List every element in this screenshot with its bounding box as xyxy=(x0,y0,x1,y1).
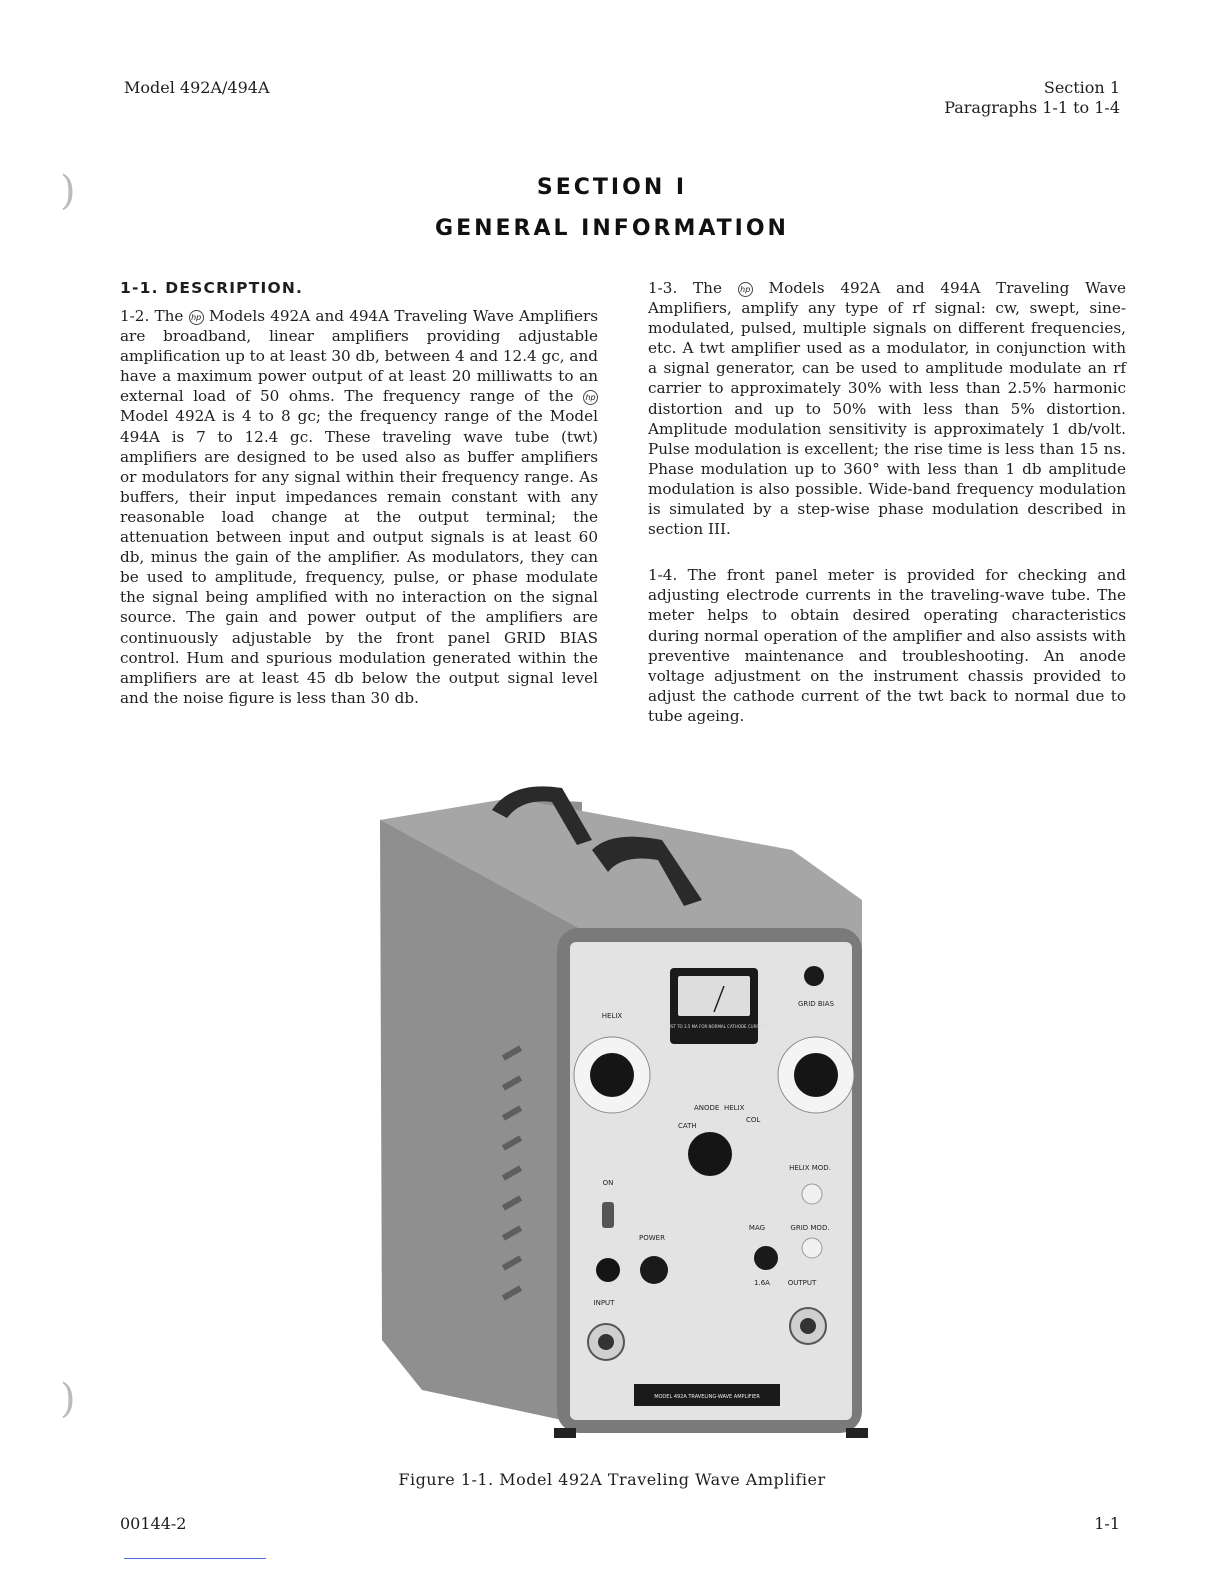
output-connector-center xyxy=(800,1318,816,1334)
power-label: POWER xyxy=(639,1234,665,1242)
paragraph-1-4: 1-4. The front panel meter is provided for checking and adjusting electrode currents in the traveling-wave tube. The meter helps to obtain desired operating characteristics during normal operation of the amplifier and also assists with preventive maintenance and troubleshooting. An anode voltage adjustment on the instrument chassis provided to adjust the cathode current of the twt back to normal due to tube ageing. xyxy=(648,566,1126,725)
section-number: SECTION I xyxy=(536,175,688,200)
header-section xyxy=(944,78,1120,118)
col-label: COL xyxy=(746,1116,761,1124)
helix-mod-connector xyxy=(802,1184,822,1204)
para-text: Model 492A is 4 to 8 gc; the frequency range of the Model 494A is 7 to 12.4 gc. These traveling wave tube (twt) amplifiers are designed to be used also as buffer amplifiers or modulators for any signal within their frequency range. As buffers, their input impedances remain constant with any reasonable load change at the output terminal; the attenuation between input and output signals is at least 60 db, minus the gain of the amplifier. As modulators, they can be used to amplitude, frequency, pulse, or phase modulate the signal being amplified with no interaction on the signal source. The gain and power output of the amplifiers are continuously adjustable by the front panel GRID BIAS control. Hum and spurious modulation generated within the amplifiers are at least 45 db below the output signal level and the noise figure is less than 30 db. xyxy=(120,407,598,707)
footer-doc-number: 00144-2 xyxy=(120,1514,187,1533)
grid-mod-label: GRID MOD. xyxy=(790,1224,830,1232)
nameplate-text: MODEL 492A TRAVELING-WAVE AMPLIFIER xyxy=(654,1394,760,1400)
grid-bias-knob xyxy=(794,1053,838,1097)
foot xyxy=(846,1428,868,1438)
hp-logo-icon: hp xyxy=(583,390,598,405)
grid-bias-label: GRID BIAS xyxy=(797,1000,835,1008)
para-lead: 1-2. The xyxy=(120,307,184,325)
paragraph-1-3 xyxy=(648,278,1126,539)
right-column xyxy=(648,278,1126,746)
footer-rule xyxy=(124,1558,266,1559)
hp-logo-icon: hp xyxy=(189,310,204,325)
header-paragraphs-line: Paragraphs 1-1 to 1-4 xyxy=(944,98,1120,117)
description-heading: 1-1. DESCRIPTION. xyxy=(120,279,304,297)
meter-label: ADJUST TO 3.5 MA FOR NORMAL CATHODE CURRENT xyxy=(660,1024,768,1029)
section-title: GENERAL INFORMATION xyxy=(435,216,789,241)
header-model: Model 492A/494A xyxy=(124,78,270,97)
power-toggle xyxy=(602,1202,614,1228)
helix-switch-label: HELIX xyxy=(724,1104,745,1112)
input-connector-center xyxy=(598,1334,614,1350)
margin-scan-mark: ) xyxy=(60,168,76,214)
input-label: INPUT xyxy=(593,1299,615,1307)
para-text: Models 492A and 494A Traveling Wave Amplifiers, amplify any type of rf signal: cw, swept, sine-modulated, pulsed, multiple signals on different frequencies, etc. A twt amplifier used as a modulator, in conjunction with a signal generator, can be used to amplitude modulate an rf carrier to approximately 30% with less than 2.5% harmonic distortion and up to 50% with less than 5% distortion. Amplitude modulation sensitivity is approximately 1 db/volt. Pulse modulation is excellent; the rise time is less than 15 ns. Phase modulation up to 360° with less than 1 db amplitude modulation is also possible. Wide-band frequency modulation is simulated by a step-wise phase modulation described in section III. xyxy=(648,279,1127,539)
on-label: ON xyxy=(602,1179,614,1187)
output-label: OUTPUT xyxy=(787,1279,817,1287)
anode-label: ANODE xyxy=(694,1104,720,1112)
fuse-label: 1.6A xyxy=(754,1279,770,1287)
pilot-lamp xyxy=(804,966,824,986)
meter-selector-knob xyxy=(688,1132,732,1176)
para-text: Models 492A and 494A Traveling Wave Amplifiers are broadband, linear amplifiers providing adjustable amplification up to at least 30 db, between 4 and 12.4 gc, and have a maximum power output of at least 20 milliwatts to an external load of 50 ohms. The frequency range of the xyxy=(120,307,599,406)
left-column xyxy=(120,278,598,728)
helix-mod-label: HELIX MOD. xyxy=(789,1164,831,1172)
grid-mod-connector xyxy=(802,1238,822,1258)
foot xyxy=(554,1428,576,1438)
mag-label: MAG xyxy=(748,1224,766,1232)
amplifier-photo xyxy=(362,780,882,1440)
power-jack xyxy=(596,1258,620,1282)
margin-scan-mark: ) xyxy=(60,1376,76,1422)
power-knob xyxy=(640,1256,668,1284)
hp-logo-icon: hp xyxy=(738,282,753,297)
para-lead: 1-3. The xyxy=(648,279,722,297)
header-section-line: Section 1 xyxy=(1043,78,1120,97)
paragraph-1-2 xyxy=(120,306,598,708)
helix-label: HELIX xyxy=(601,1012,623,1020)
mag-knob xyxy=(754,1246,778,1270)
figure-caption: Figure 1-1. Model 492A Traveling Wave Amplifier xyxy=(398,1470,826,1489)
cath-label: CATH xyxy=(678,1122,697,1130)
helix-knob xyxy=(590,1053,634,1097)
footer-page-number: 1-1 xyxy=(1094,1514,1120,1533)
